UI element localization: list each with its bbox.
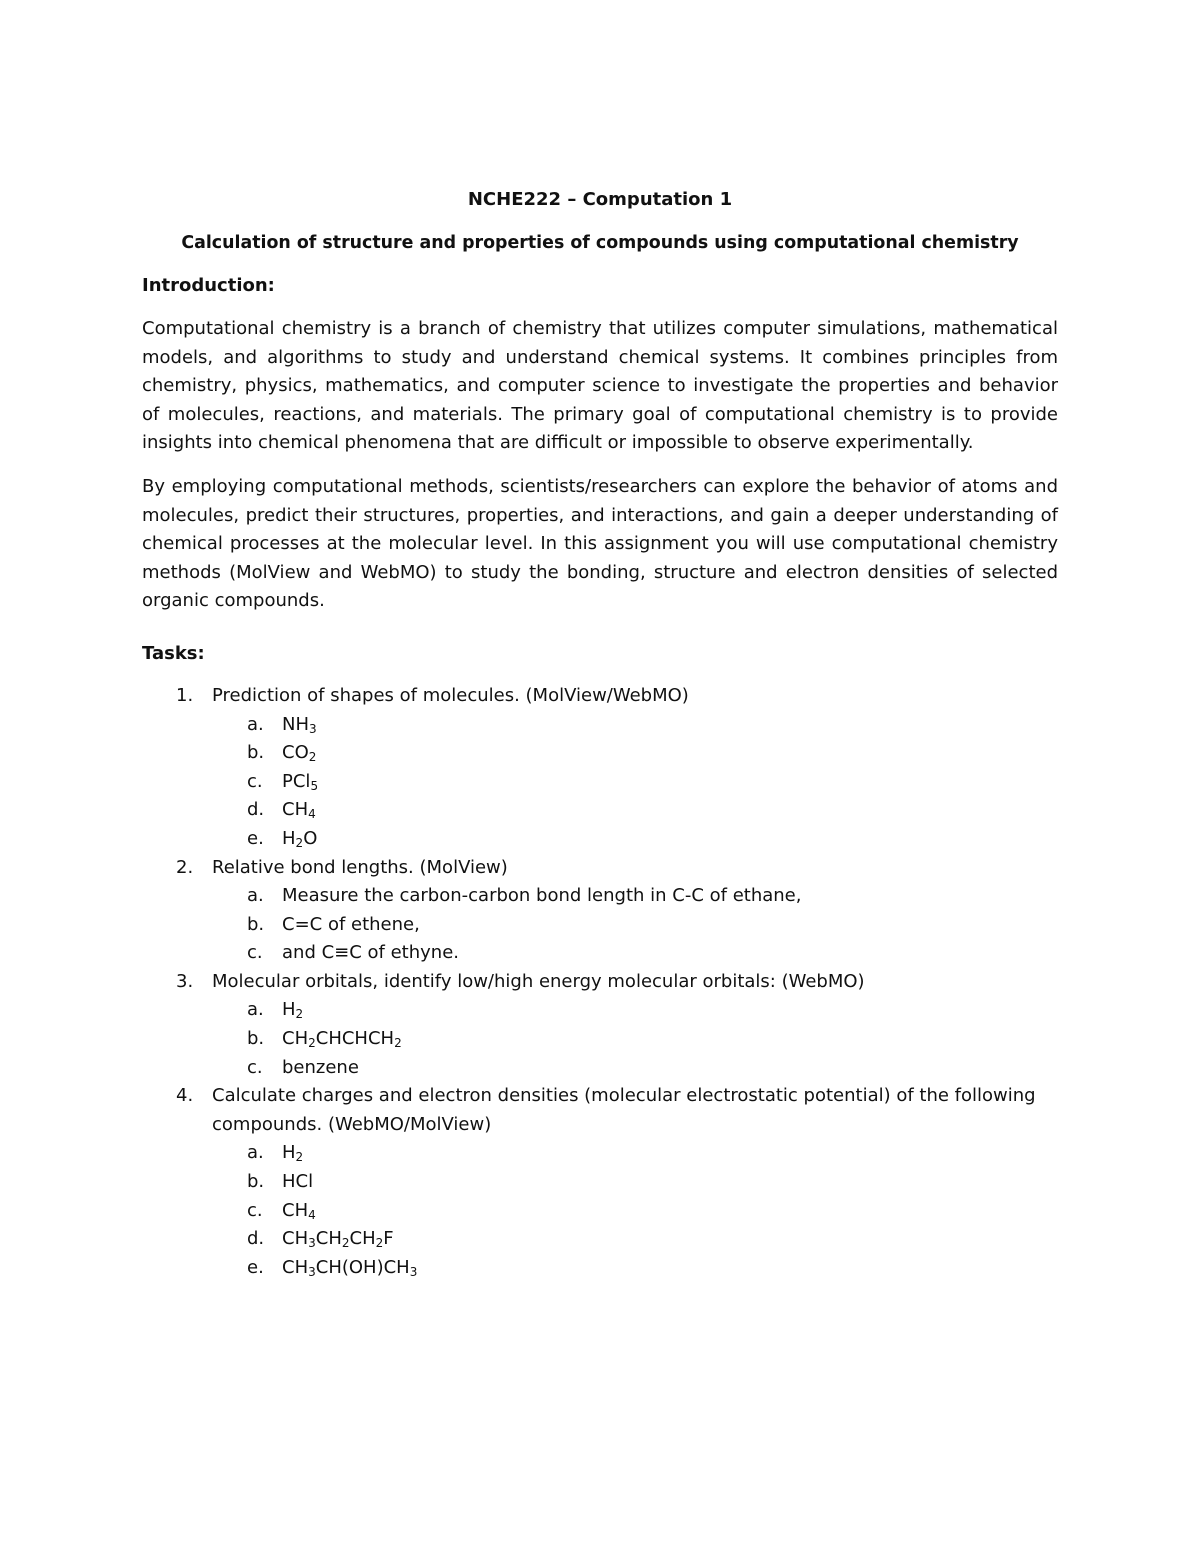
formula-subscript: 4 [308,807,316,822]
subitem-letter: b. [247,1028,265,1050]
task-subitems [212,711,1058,854]
formula-subscript: 3 [409,1264,418,1279]
subitem-text: and C≡C of ethyne. [282,942,459,964]
formula-subscript: 5 [310,778,319,793]
subitem-letter: a. [247,885,264,907]
subitem-letter: b. [247,913,265,935]
task-subitems [212,1139,1058,1282]
task-subitem [212,996,1058,1025]
formula-text: HCl [282,1171,314,1193]
task-subitem [212,882,1058,911]
formula-text: CH(OH)CH [315,1256,410,1278]
formula-text: CH [282,1028,309,1050]
subitem-text: Measure the carbon-carbon bond length in C-C of ethane, [282,885,802,907]
task-subitem [212,1225,1058,1254]
task-text: Molecular orbitals, identify low/high energy molecular orbitals: (WebMO) [212,970,865,992]
subitem-letter: e. [247,827,264,849]
subitem-letter: d. [247,1228,265,1250]
formula-subscript: 2 [295,1150,304,1165]
document-content [142,186,1058,1282]
subitem-text: C=C of ethene, [282,913,420,935]
formula-subscript: 3 [308,1264,316,1279]
task-subitem [212,1254,1058,1283]
task-subitem [212,1054,1058,1083]
formula-subscript: 4 [308,1207,316,1222]
formula-subscript: 2 [308,1036,316,1051]
formula-subscript: 2 [341,1236,350,1251]
task-subitems [212,882,1058,968]
task-text: Calculate charges and electron densities (molecular electrostatic potential) of the following compounds. (WebMO/MolView) [212,1085,1036,1135]
subitem-text: benzene [282,1056,359,1078]
formula-subscript: 3 [308,1236,316,1251]
formula-text: CHCHCH [315,1028,395,1050]
task-subitem [212,1025,1058,1054]
formula-text: H [282,1142,296,1164]
formula-text: H [282,999,296,1021]
task-number: 4. [176,1085,194,1107]
task-subitem [212,939,1058,968]
formula-text: H [282,827,296,849]
subitem-letter: d. [247,799,265,821]
introduction-heading: Introduction: [142,275,275,296]
task-number: 1. [176,684,194,706]
task-item [142,854,1058,968]
task-subitem [212,1139,1058,1168]
task-subitem [212,911,1058,940]
task-subitem [212,768,1058,797]
task-number: 2. [176,856,194,878]
subitem-letter: a. [247,1142,264,1164]
task-subitem [212,825,1058,854]
subitem-letter: c. [247,1199,263,1221]
task-list [142,682,1058,1282]
task-subitem [212,796,1058,825]
task-subitem [212,739,1058,768]
intro-paragraph: Computational chemistry is a branch of chemistry that utilizes computer simulations, mathematical models, and algorithms to study and understand chemical systems. It combines principles from chemistry, physics, mathematics, and computer science to investigate the properties and behavior of molecules, reactions, and materials. The primary goal of computational chemistry is to provide insights into chemical phenomena that are difficult or impossible to observe experimentally. [142,318,1058,454]
formula-subscript: 2 [308,750,317,765]
subitem-letter: c. [247,1056,263,1078]
formula-text: CH [282,799,309,821]
document-subtitle: Calculation of structure and properties of compounds using computational chemistry [181,233,1019,253]
formula-text: F [383,1228,394,1250]
formula-text: PCl [282,770,311,792]
subitem-letter: c. [247,770,263,792]
formula-subscript: 2 [295,1007,304,1022]
formula-subscript: 2 [295,835,304,850]
subitem-letter: c. [247,942,263,964]
formula-subscript: 3 [309,721,317,736]
task-subitems [212,996,1058,1082]
document-title: NCHE222 – Computation 1 [467,189,733,210]
tasks-heading: Tasks: [142,642,205,664]
formula-subscript: 2 [375,1236,384,1251]
task-text: Prediction of shapes of molecules. (MolView/WebMO) [212,684,689,706]
subitem-letter: b. [247,1171,265,1193]
task-subitem [212,1197,1058,1226]
task-text: Relative bond lengths. (MolView) [212,856,508,878]
subitem-letter: b. [247,742,265,764]
formula-text: CO [282,742,309,764]
formula-text: CH [282,1228,309,1250]
task-item [142,968,1058,1082]
formula-text: CH [315,1228,342,1250]
formula-text: O [303,827,318,849]
intro-paragraph: By employing computational methods, scientists/researchers can explore the behavior of atoms and molecules, predict their structures, properties, and interactions, and gain a deeper understanding of chemical processes at the molecular level. In this assignment you will use computational chemistry methods (MolView and WebMO) to study the bonding, structure and electron densities of selected organic compounds. [142,475,1058,612]
formula-text: NH [282,713,309,735]
task-item [142,682,1058,854]
task-item [142,1082,1058,1282]
formula-text: CH [282,1199,309,1221]
subitem-letter: a. [247,713,264,735]
subitem-letter: e. [247,1256,264,1278]
formula-subscript: 2 [394,1036,402,1051]
formula-text: CH [349,1228,376,1250]
task-number: 3. [176,970,194,992]
task-subitem [212,711,1058,740]
task-subitem [212,1168,1058,1197]
formula-text: CH [282,1256,309,1278]
subitem-letter: a. [247,999,264,1021]
